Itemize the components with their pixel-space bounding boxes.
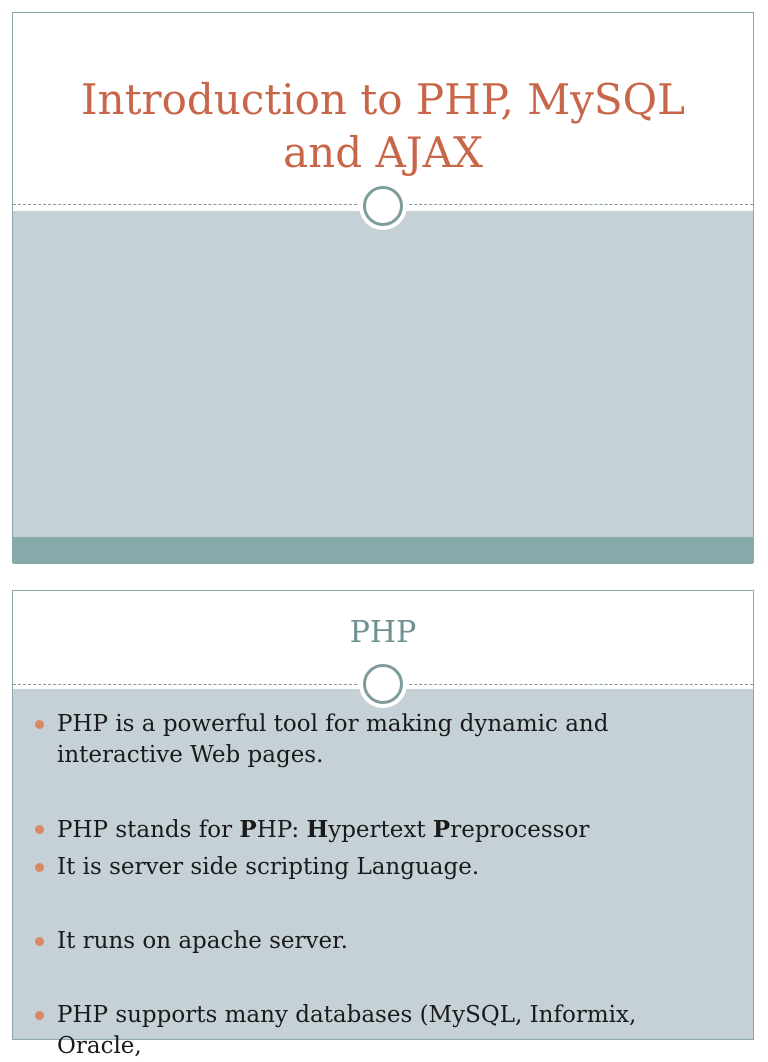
- list-item: [35, 814, 725, 846]
- bold-letter: P: [239, 816, 257, 843]
- bullet-dot-icon: [35, 937, 44, 946]
- footer-bar: [13, 537, 753, 564]
- title-line-2: and AJAX: [283, 128, 483, 177]
- slide-title: PHP: [349, 615, 417, 650]
- bold-letter: P: [432, 816, 451, 843]
- bullet-text-part: reprocessor: [450, 817, 590, 843]
- circle-ornament-icon: [363, 186, 403, 226]
- bullet-dot-icon: [35, 863, 44, 872]
- slide-body: [13, 211, 753, 537]
- bullet-dot-icon: [35, 825, 44, 834]
- bullet-dot-icon: [35, 720, 44, 729]
- bullet-list: [35, 709, 725, 1062]
- slide-php: [12, 590, 754, 1059]
- bullet-text: PHP is a powerful tool for making dynamic and interactive Web pages.: [57, 711, 609, 768]
- bullet-text-prefix: PHP stands for: [57, 817, 240, 843]
- bullet-text: It is server side scripting Language.: [57, 854, 480, 880]
- bold-letter: H: [306, 816, 329, 843]
- slide-title: [12, 12, 754, 563]
- list-item: [35, 1000, 725, 1062]
- title-line-1: Introduction to PHP, MySQL: [80, 75, 686, 124]
- page-title: [13, 73, 753, 179]
- bullet-text: PHP supports many databases (MySQL, Informix, Oracle,: [57, 1002, 637, 1059]
- list-item: [35, 926, 725, 957]
- list-item: [35, 852, 725, 883]
- slide-title-header: [13, 13, 753, 205]
- list-item: [35, 709, 725, 771]
- bullet-text-part: HP:: [256, 817, 307, 843]
- bullet-text-part: ypertext: [328, 817, 433, 843]
- circle-ornament-icon: [363, 664, 403, 704]
- bullet-text: It runs on apache server.: [57, 928, 348, 954]
- bullet-dot-icon: [35, 1011, 44, 1020]
